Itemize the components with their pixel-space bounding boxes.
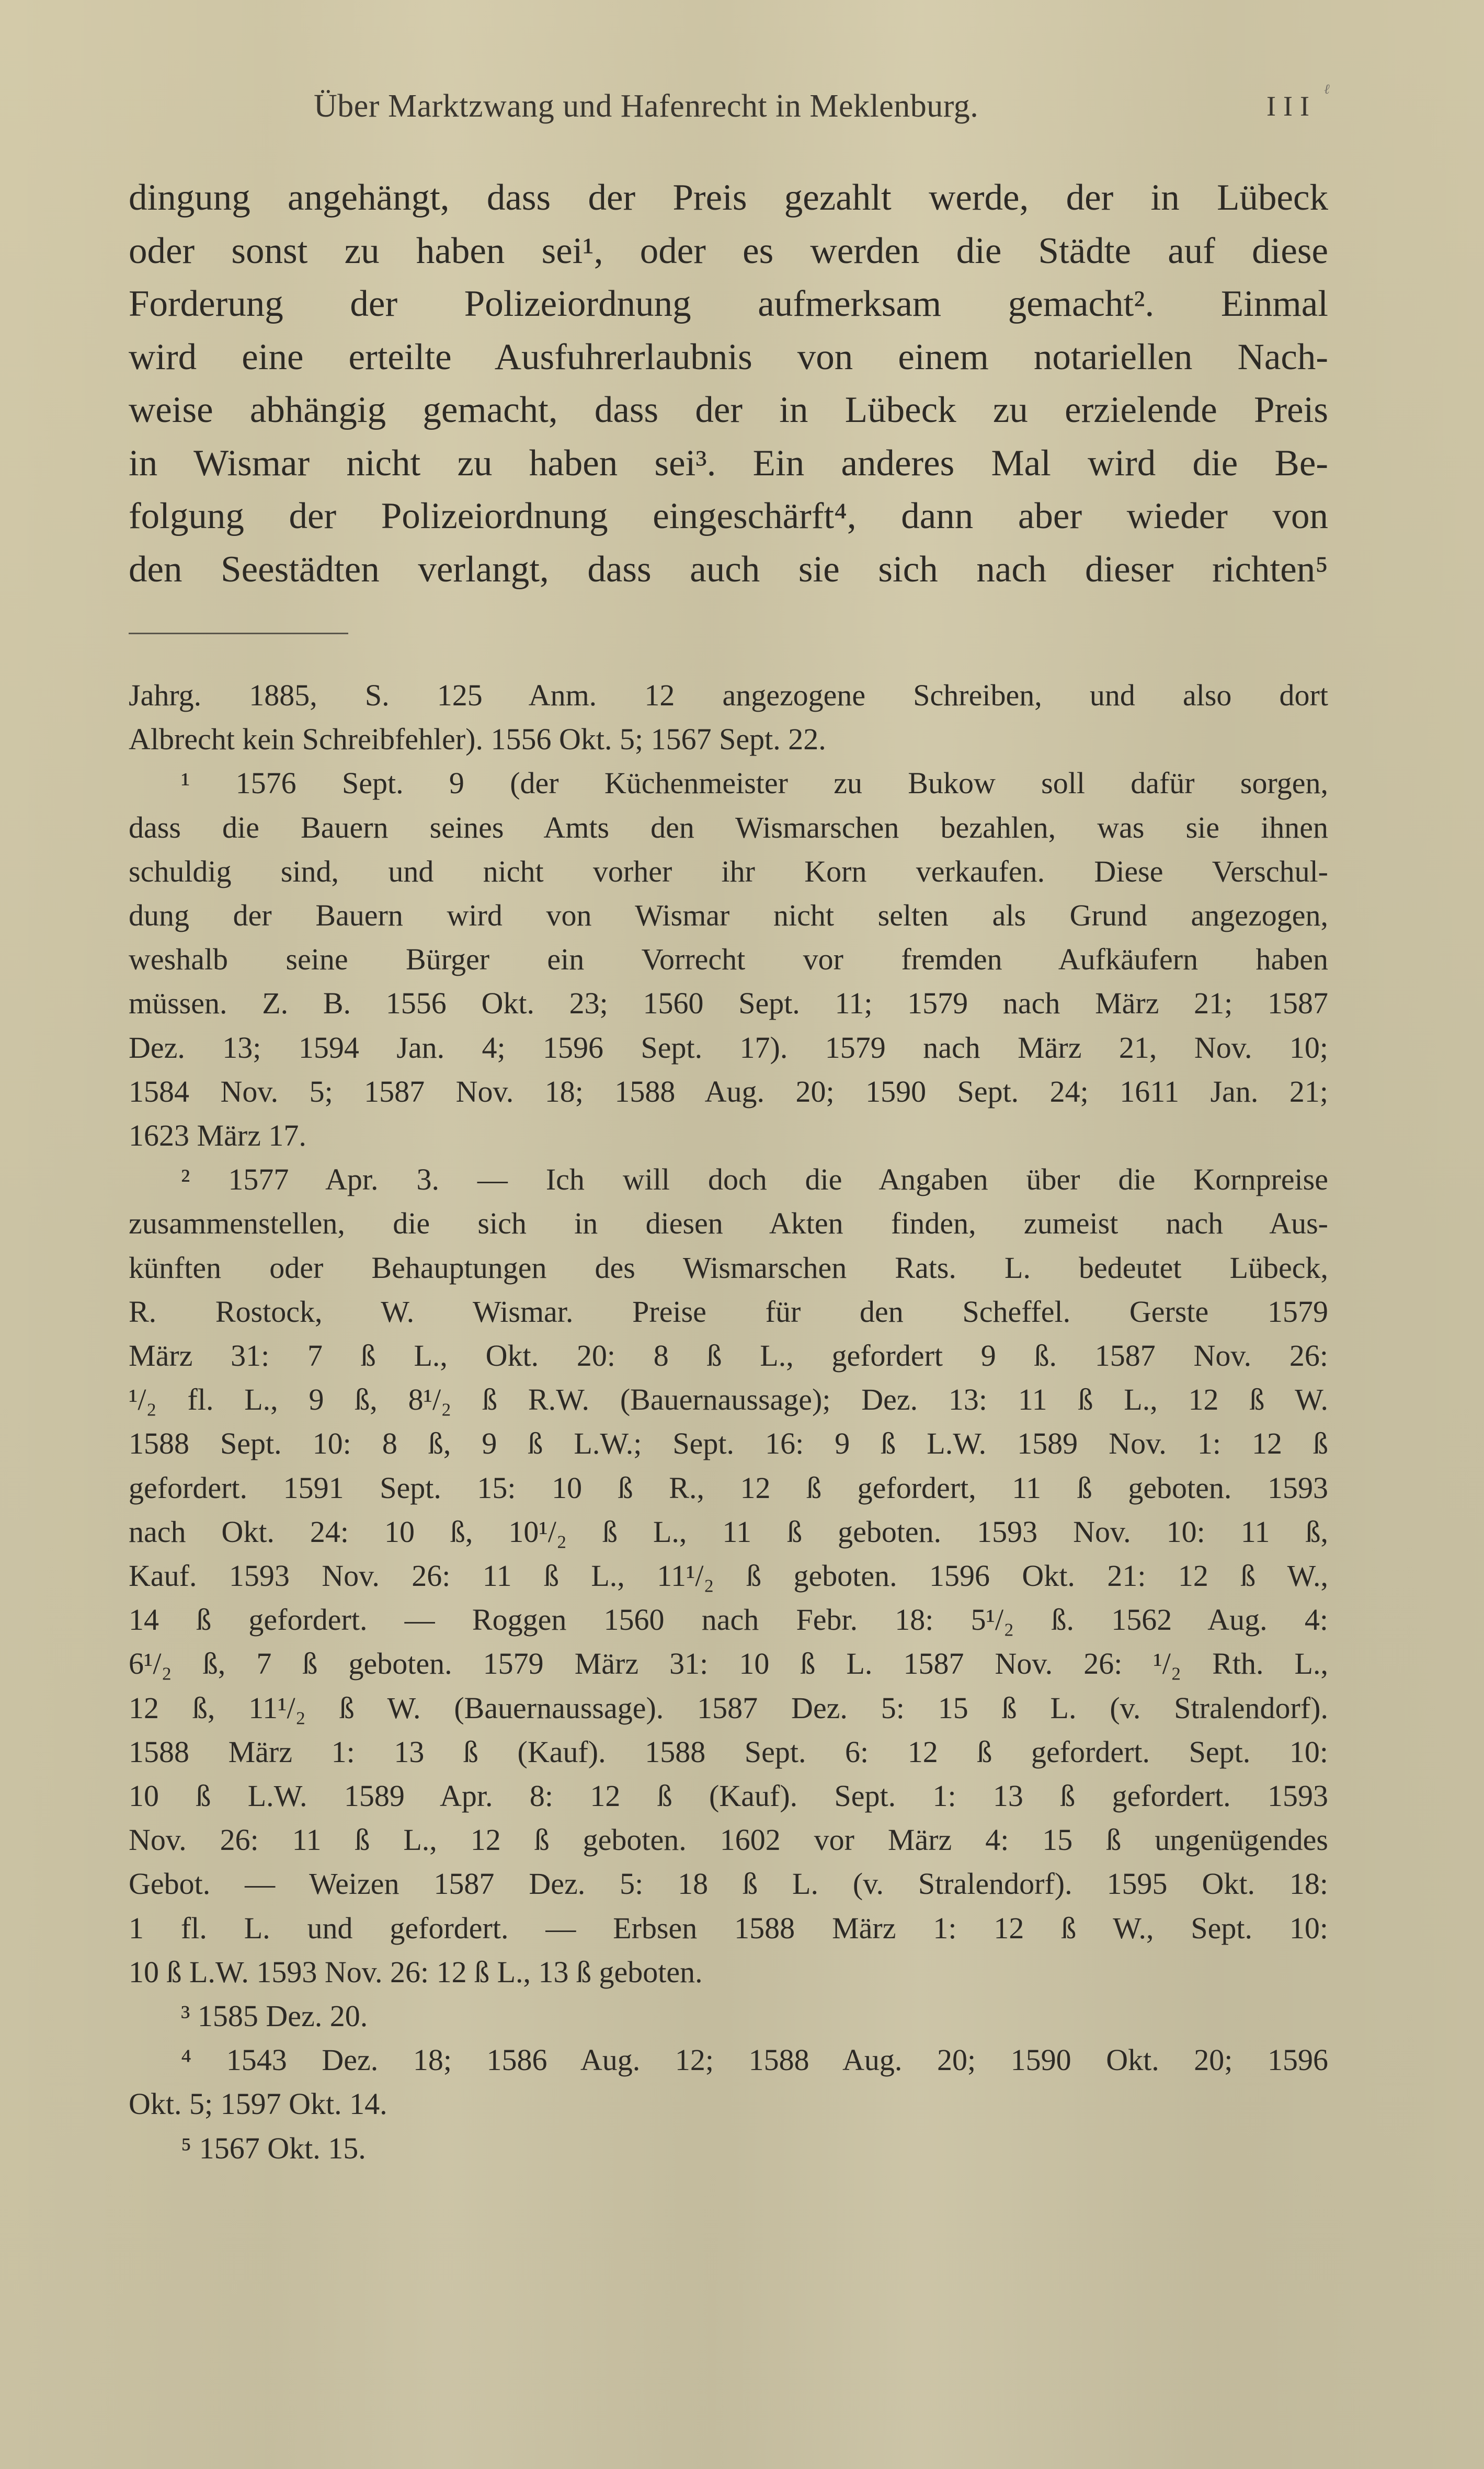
body-text-line: weise abhängig gemacht, dass der in Lübeck zu erzielende Preis xyxy=(129,390,1328,430)
footnote-line: ¹ 1576 Sept. 9 (der Küchenmeister zu Bukow soll dafür sorgen, xyxy=(181,766,1328,801)
footnote-line: gefordert. 1591 Sept. 15: 10 ß R., 12 ß gefordert, 11 ß geboten. 1593 xyxy=(129,1470,1328,1505)
footnote-line: März 31: 7 ß L., Okt. 20: 8 ß L., gefordert 9 ß. 1587 Nov. 26: xyxy=(129,1339,1328,1373)
footnote-line: schuldig sind, und nicht vorher ihr Korn verkaufen. Diese Verschul- xyxy=(129,854,1328,888)
body-text-line: oder sonst zu haben sei¹, oder es werden die Städte auf diese xyxy=(129,230,1328,271)
body-text-line: den Seestädten verlangt, dass auch sie sich nach dieser richten⁵ xyxy=(129,548,1328,590)
footnote-line: Okt. 5; 1597 Okt. 14. xyxy=(129,2087,387,2121)
footnote-line: Kauf. 1593 Nov. 26: 11 ß L., 11¹/₂ ß geboten. 1596 Okt. 21: 12 ß W., xyxy=(129,1559,1328,1593)
footnote-line: 1584 Nov. 5; 1587 Nov. 18; 1588 Aug. 20; 1590 Sept. 24; 1611 Jan. 21; xyxy=(129,1074,1328,1108)
footnote-line: müssen. Z. B. 1556 Okt. 23; 1560 Sept. 11; 1579 nach März 21; 1587 xyxy=(129,986,1328,1021)
footnote-line: ⁴ 1543 Dez. 18; 1586 Aug. 12; 1588 Aug. 20; 1590 Okt. 20; 1596 xyxy=(181,2043,1328,2077)
footnote-line: nach Okt. 24: 10 ß, 10¹/₂ ß L., 11 ß geboten. 1593 Nov. 10: 11 ß, xyxy=(129,1514,1328,1549)
footnote-line: Nov. 26: 11 ß L., 12 ß geboten. 1602 vor März 4: 15 ß ungenügendes xyxy=(129,1823,1328,1857)
body-text-line: wird eine erteilte Ausfuhrerlaubnis von einem notariellen Nach- xyxy=(129,336,1328,378)
footnote-line: Gebot. — Weizen 1587 Dez. 5: 18 ß L. (v. Stralendorf). 1595 Okt. 18: xyxy=(129,1867,1328,1901)
footnote-line: dass die Bauern seines Amts den Wismarschen bezahlen, was sie ihnen xyxy=(129,810,1328,844)
footnote-line: R. Rostock, W. Wismar. Preise für den Scheffel. Gerste 1579 xyxy=(129,1294,1328,1329)
body-text-line: in Wismar nicht zu haben sei³. Ein anderes Mal wird die Be- xyxy=(129,442,1328,484)
body-text-line: folgung der Polizeiordnung eingeschärft⁴, dann aber wieder von xyxy=(129,496,1328,536)
footnote-line: Jahrg. 1885, S. 125 Anm. 12 angezogene Schreiben, und also dort xyxy=(129,678,1328,712)
footnote-line: ¹/₂ fl. L., 9 ß, 8¹/₂ ß R.W. (Bauernaussage); Dez. 13: 11 ß L., 12 ß W. xyxy=(129,1382,1328,1417)
page-number: III xyxy=(1266,90,1317,122)
pencil-margin-mark: ℓ xyxy=(1324,82,1330,97)
footnote-line: dung der Bauern wird von Wismar nicht selten als Grund angezogen, xyxy=(129,898,1328,932)
footnote-line: ⁵ 1567 Okt. 15. xyxy=(181,2131,366,2165)
footnote-line: 14 ß gefordert. — Roggen 1560 nach Febr. 18: 5¹/₂ ß. 1562 Aug. 4: xyxy=(129,1603,1328,1637)
footnote-line: 1 fl. L. und gefordert. — Erbsen 1588 März 1: 12 ß W., Sept. 10: xyxy=(129,1911,1328,1945)
footnote-separator-rule xyxy=(129,633,348,634)
footnote-line: 10 ß L.W. 1589 Apr. 8: 12 ß (Kauf). Sept. 1: 13 ß gefordert. 1593 xyxy=(129,1779,1328,1813)
body-text-line: Forderung der Polizeiordnung aufmerksam gemacht². Einmal xyxy=(129,283,1328,324)
footnote-line: zusammenstellen, die sich in diesen Akten finden, zumeist nach Aus- xyxy=(129,1206,1328,1241)
footnote-line: Dez. 13; 1594 Jan. 4; 1596 Sept. 17). 1579 nach März 21, Nov. 10; xyxy=(129,1030,1328,1065)
footnote-line: künften oder Behauptungen des Wismarschen Rats. L. bedeutet Lübeck, xyxy=(129,1250,1328,1285)
footnote-line: Albrecht kein Schreibfehler). 1556 Okt. 5; 1567 Sept. 22. xyxy=(129,722,826,757)
body-text-line: dingung angehängt, dass der Preis gezahlt werde, der in Lübeck xyxy=(129,177,1328,218)
footnote-line: ³ 1585 Dez. 20. xyxy=(181,1999,368,2033)
footnote-line: 1588 März 1: 13 ß (Kauf). 1588 Sept. 6: 12 ß gefordert. Sept. 10: xyxy=(129,1734,1328,1769)
footnote-line: 12 ß, 11¹/₂ ß W. (Bauernaussage). 1587 Dez. 5: 15 ß L. (v. Stralendorf). xyxy=(129,1690,1328,1725)
footnote-line: ² 1577 Apr. 3. — Ich will doch die Angaben über die Kornpreise xyxy=(181,1162,1328,1197)
footnote-line: 1623 März 17. xyxy=(129,1118,306,1152)
footnote-line: 10 ß L.W. 1593 Nov. 26: 12 ß L., 13 ß geboten. xyxy=(129,1954,703,1989)
running-title: Über Marktzwang und Hafenrecht in Meklenburg. xyxy=(314,88,979,124)
footnote-line: weshalb seine Bürger ein Vorrecht vor fremden Aufkäufern haben xyxy=(129,942,1328,977)
footnote-line: 6¹/₂ ß, 7 ß geboten. 1579 März 31: 10 ß L. 1587 Nov. 26: ¹/₂ Rth. L., xyxy=(129,1647,1328,1681)
footnote-line: 1588 Sept. 10: 8 ß, 9 ß L.W.; Sept. 16: 9 ß L.W. 1589 Nov. 1: 12 ß xyxy=(129,1426,1328,1461)
